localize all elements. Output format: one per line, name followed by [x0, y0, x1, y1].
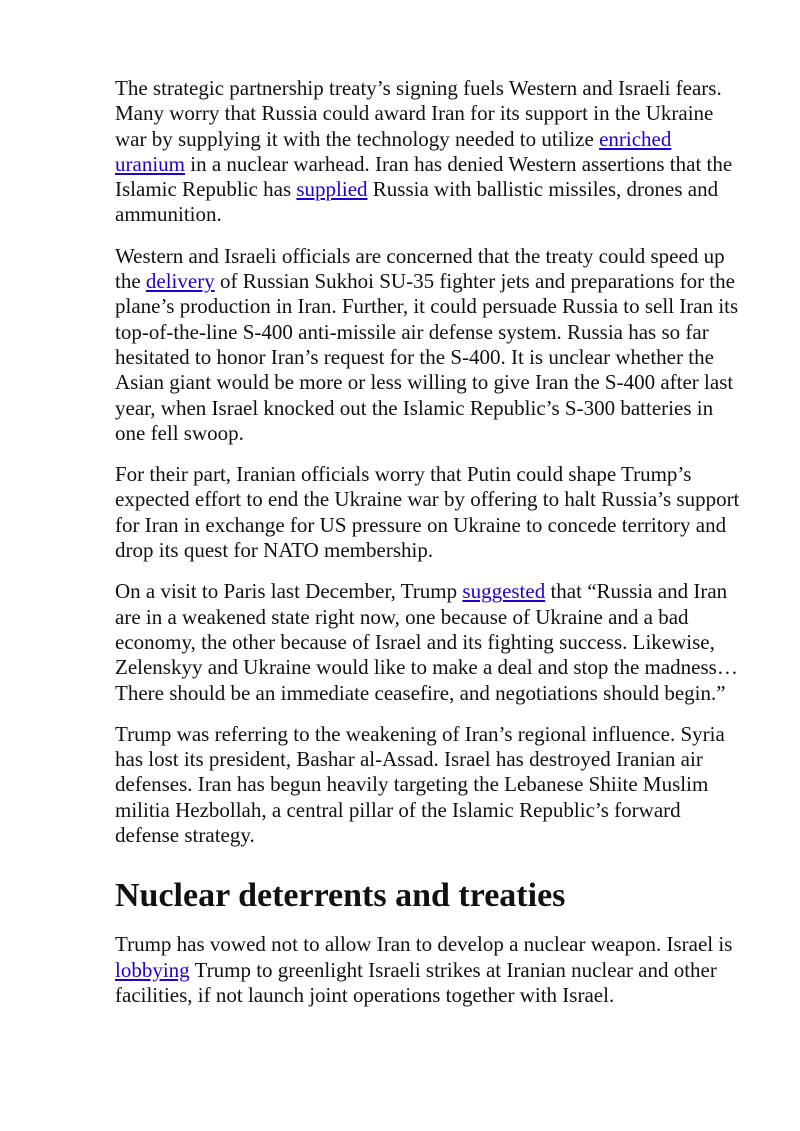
link-enriched-uranium[interactable]: enriched uranium [115, 126, 672, 176]
paragraph-iranian-officials [115, 462, 743, 563]
link-supplied[interactable]: supplied [296, 177, 368, 202]
paragraph-text: On a visit to Paris last December, Trump [115, 579, 463, 604]
paragraph-text: Russia with ballistic missiles, drones and ammunition. [115, 177, 719, 227]
paragraph-text: Western and Israeli officials are concerned that the treaty could speed up the [115, 243, 725, 294]
paragraph-officials-concerned [115, 244, 743, 446]
paragraph-text: For their part, Iranian officials worry that Putin could shape Trump’s expected effort to end the Ukraine war by offering to halt Russia’s support for Iran in exchange for US pressure on Ukraine to concede territory and drop its quest for NATO membership. [115, 462, 740, 563]
section-heading: Nuclear deterrents and treaties [115, 877, 566, 915]
link-lobbying[interactable]: lobbying [115, 957, 190, 982]
article-body [115, 76, 743, 1024]
paragraph-nuclear-weapon [115, 932, 743, 1008]
link-suggested[interactable]: suggested [462, 579, 546, 604]
paragraph-text: Trump was referring to the weakening of Iran’s regional influence. Syria has lost its president, Bashar al-Assad. Israel has destroyed Iranian air defenses. Iran has begun heavily targeting the Lebanese Shiite Muslim militia Hezbollah, a central pillar of the Islamic Republic’s forward defense strategy. [115, 721, 725, 848]
paragraph-text: Trump has vowed not to allow Iran to develop a nuclear weapon. Israel is [115, 932, 733, 957]
paragraph-text: The strategic partnership treaty’s signing fuels Western and Israeli fears. Many worry that Russia could award Iran for its support in the Ukraine war by supplying it with the technology needed to utilize [115, 76, 722, 151]
paragraph-text: of Russian Sukhoi SU-35 fighter jets and preparations for the plane’s production in Iran. Further, it could persuade Russia to sell Iran its top-of-the-line S-400 anti-missile air defense system. Russia has so far hesitated to honor Iran’s request for the S-400. It is unclear whether the Asian giant would be more or less willing to give Iran the S-400 after last year, when Israel knocked out the Islamic Republic’s S-300 batteries in one fell swoop. [115, 269, 739, 445]
paragraph-text: in a nuclear warhead. Iran has denied Western assertions that the Islamic Republic has [115, 151, 733, 202]
link-delivery[interactable]: delivery [145, 269, 215, 294]
paragraph-paris-visit [115, 579, 743, 705]
paragraph-text: Trump to greenlight Israeli strikes at Iranian nuclear and other facilities, if not launch joint operations together with Israel. [115, 957, 717, 1007]
paragraph-text: that “Russia and Iran are in a weakened state right now, one because of Ukraine and a bad economy, the other because of Israel and its fighting success. Likewise, Zelenskyy and Ukraine would like to make a deal and stop the madness… There should be an immediate ceasefire, and negotiations should begin.” [115, 579, 738, 705]
paragraph-regional-influence [115, 722, 743, 848]
paragraph-treaty-fears [115, 76, 743, 228]
